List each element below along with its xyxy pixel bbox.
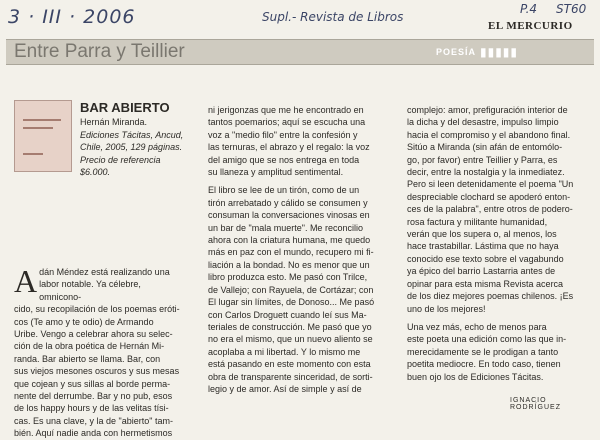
text-line: go, por favor) entre Teillier y Parra, es — [407, 154, 558, 165]
text-line: de los happy hours y de las velitas tísi- — [14, 403, 169, 414]
book-publisher: Ediciones Tácitas, Ancud, — [80, 129, 184, 140]
paragraph — [407, 104, 573, 315]
text-line: Una vez más, echo de menos para — [407, 321, 547, 332]
text-line: buen ojo los de Ediciones Tácitas. — [407, 371, 544, 382]
text-line: cas. Es una clave, y la de "abierto" tam- — [14, 415, 173, 426]
handwritten-code: ST60 — [556, 2, 587, 16]
text-line: tirón arrebatado y cálido se consumen y — [208, 197, 368, 208]
text-line: despreciable clochard se apoderó enton- — [407, 191, 571, 202]
text-line: obra de transparente sinceridad, de sorti- — [208, 371, 373, 382]
text-line: más en paz con el mundo, recupero mi fi- — [208, 247, 374, 258]
section-tag: POESÍA — [436, 47, 477, 57]
text-line: merecidamente se le prodigan a tanto — [407, 346, 559, 357]
rating-blocks: ▮▮▮▮▮ — [480, 45, 519, 59]
text-line: uno de los mejores! — [407, 303, 486, 314]
text-line: cido, su recopilación de los poemas eróti- — [14, 304, 180, 315]
text-line: hacia el compromiso y el abandono final. — [407, 129, 571, 140]
text-line: randa. Bar abierto se llama. Bar, con — [14, 353, 161, 364]
text-line: voz a "medio filo" entre la confesión y — [208, 129, 358, 140]
text-line: legio y de amor. Así de simple y así de — [208, 383, 362, 394]
text-line: verán que los supera o, al menos, los — [407, 229, 557, 240]
book-title: BAR ABIERTO — [80, 100, 170, 115]
text-line: ción de la obra poética de Hernán Mi- — [14, 341, 165, 352]
handwritten-date: 3 · III · 2006 — [8, 6, 136, 28]
book-price: $6.000. — [80, 167, 111, 177]
text-line: Sitúo a Miranda (sin afán de entomólo- — [407, 142, 563, 153]
newspaper-name: EL MERCURIO — [488, 20, 573, 32]
text-line: El libro se lee de un tirón, como de un — [208, 185, 360, 196]
text-line: consuman la conversaciones vinosas en — [208, 210, 370, 221]
text-line: la dicha y del desastre, impulso limpio — [407, 117, 559, 128]
column-1-text — [14, 263, 180, 440]
handwritten-supplement-note: Supl.- Revista de Libros — [262, 10, 404, 24]
text-line: su llaneza y amplitud sentimental. — [208, 167, 344, 178]
text-line: teriales de construcción. Me pasó que yo — [208, 321, 372, 332]
text-line: El lugar sin límites, de Donoso... Me pasó — [208, 297, 375, 308]
paragraph — [407, 321, 573, 383]
text-line: labor notable. Ya célebre, omnicono- — [39, 279, 141, 302]
text-line: ces de la palabra", entre otros de podero- — [407, 204, 573, 215]
text-line: complejo: amor, prefiguración interior de — [407, 105, 568, 115]
text-line: hace trastabillar. Lástima que no haya — [407, 241, 559, 252]
text-line: Uribe. Vengo a celebrar ahora su selec- — [14, 329, 173, 340]
paragraph — [208, 104, 374, 178]
book-pages: Chile, 2005, 129 páginas. — [80, 142, 183, 152]
text-line: ya épico del barrio Lastarria antes de — [407, 266, 556, 277]
text-line: libro produzca esto. Me pasó con Trilce, — [208, 272, 368, 283]
price-label: Precio de referencia — [80, 154, 161, 165]
text-line: ahora con la criatura humana, me quedo — [208, 235, 371, 246]
text-line: de los diez mejores poemas chilenos. ¡Es — [407, 291, 574, 302]
text-line: ni jerigonzas que me he encontrado en — [208, 105, 364, 115]
text-line: está pasando en este momento con esta — [208, 359, 371, 370]
text-line: poetita mediocre. En todo caso, tienen — [407, 359, 561, 370]
text-line: este poeta una edición como las que in- — [407, 334, 567, 345]
article-column-1 — [14, 263, 180, 440]
text-line: opinar para esta misma Revista acerca — [407, 278, 564, 289]
handwritten-page-number: P.4 — [520, 2, 538, 16]
text-line: las ternuras, el abrazo y el regalo: la voz — [208, 142, 370, 153]
text-line: tantos poemarios; aquí se escucha una — [208, 117, 366, 128]
book-cover-image — [14, 100, 72, 172]
text-line: acoplaba a mi libertad. Y lo mismo me — [208, 346, 361, 357]
text-line: de Vallejo; con Rayuela, de Cortázar; con — [208, 284, 374, 295]
article-column-2 — [208, 104, 374, 401]
text-line: cos (Te amo y te odio) de Armando — [14, 316, 154, 327]
text-line: que cojean y sus sillas al borde perma- — [14, 378, 171, 389]
text-line: conocido ese texto sobre el vagabundo — [407, 253, 564, 264]
text-line: nente del derrumbe. Bar y no pub, esos — [14, 391, 173, 402]
section-title: Entre Parra y Teillier — [14, 41, 185, 62]
text-line: Pero si leen detenidamente el poema "Un — [407, 179, 574, 190]
text-line: no era el mismo, que un nuevo aliento se — [208, 334, 373, 345]
paragraph — [208, 184, 374, 395]
book-author: Hernán Miranda. — [80, 117, 148, 127]
text-line: decir, entre la nostalgia y la inmediatez. — [407, 167, 565, 178]
text-line: con Carlos Droguett cuando leí sus Ma- — [208, 309, 367, 320]
text-line: bién. Aquí nadie anda con hermetismos — [14, 428, 173, 439]
author-signature: IGNACIO RODRÍGUEZ — [510, 397, 561, 411]
drop-cap: A — [14, 263, 38, 299]
text-line: del amigo que se nos entrega en toda — [208, 154, 360, 165]
article-column-3 — [407, 104, 573, 389]
text-line: rosa factura y militante humanidad, — [407, 216, 548, 227]
text-line: dán Méndez está realizando una — [39, 267, 170, 277]
text-line: un bar de "mala muerte". Me reconcilio — [208, 222, 363, 233]
text-line: liación a la bondad. No es menor que un — [208, 259, 370, 270]
book-details — [80, 116, 210, 179]
text-line: sus viejos mesones oscuros y sus mesas — [14, 366, 180, 377]
